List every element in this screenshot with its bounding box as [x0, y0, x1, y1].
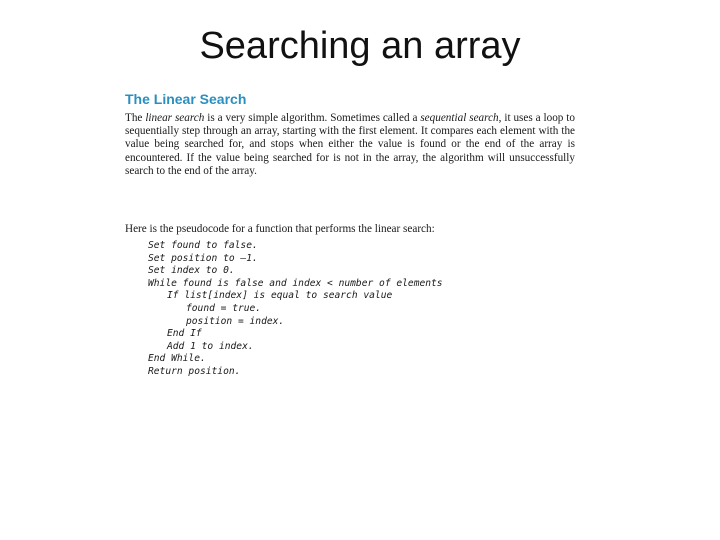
code-line: End While. [148, 353, 206, 365]
code-line: While found is false and index < number of elements [148, 277, 443, 289]
section-heading: The Linear Search [125, 91, 247, 107]
code-line: If list[index] is equal to search value [167, 290, 393, 302]
code-line: Set index to 0. [148, 265, 235, 277]
code-line: position = index. [186, 315, 285, 327]
para-text-3: , it uses a loop to sequentially step through an array, starting with the first element. It compares each element with the value being searched for, and stops when either the value is found or the end of the array is encountered. If the value being searched for is not in the array, the algorithm will unsuccessfully search to the end of the array. [125, 112, 575, 177]
para-text-2: is a very simple algorithm. Sometimes called a [204, 112, 421, 124]
slide-title: Searching an array [199, 25, 521, 67]
code-line: End If [167, 328, 202, 340]
pseudocode-intro: Here is the pseudocode for a function that performs the linear search: [125, 223, 435, 235]
term-linear-search: linear search [145, 112, 205, 124]
code-line: Return position. [148, 365, 241, 377]
term-sequential-search: sequential search [420, 112, 499, 124]
code-line: Add 1 to index. [167, 340, 254, 352]
description-paragraph [125, 112, 575, 178]
pseudocode-block [148, 240, 443, 379]
code-line: found = true. [186, 302, 262, 314]
code-line: Set found to false. [148, 240, 258, 251]
para-text-1: The [125, 112, 146, 124]
code-line: Set position to –1. [148, 252, 258, 264]
textbook-excerpt [125, 90, 575, 178]
